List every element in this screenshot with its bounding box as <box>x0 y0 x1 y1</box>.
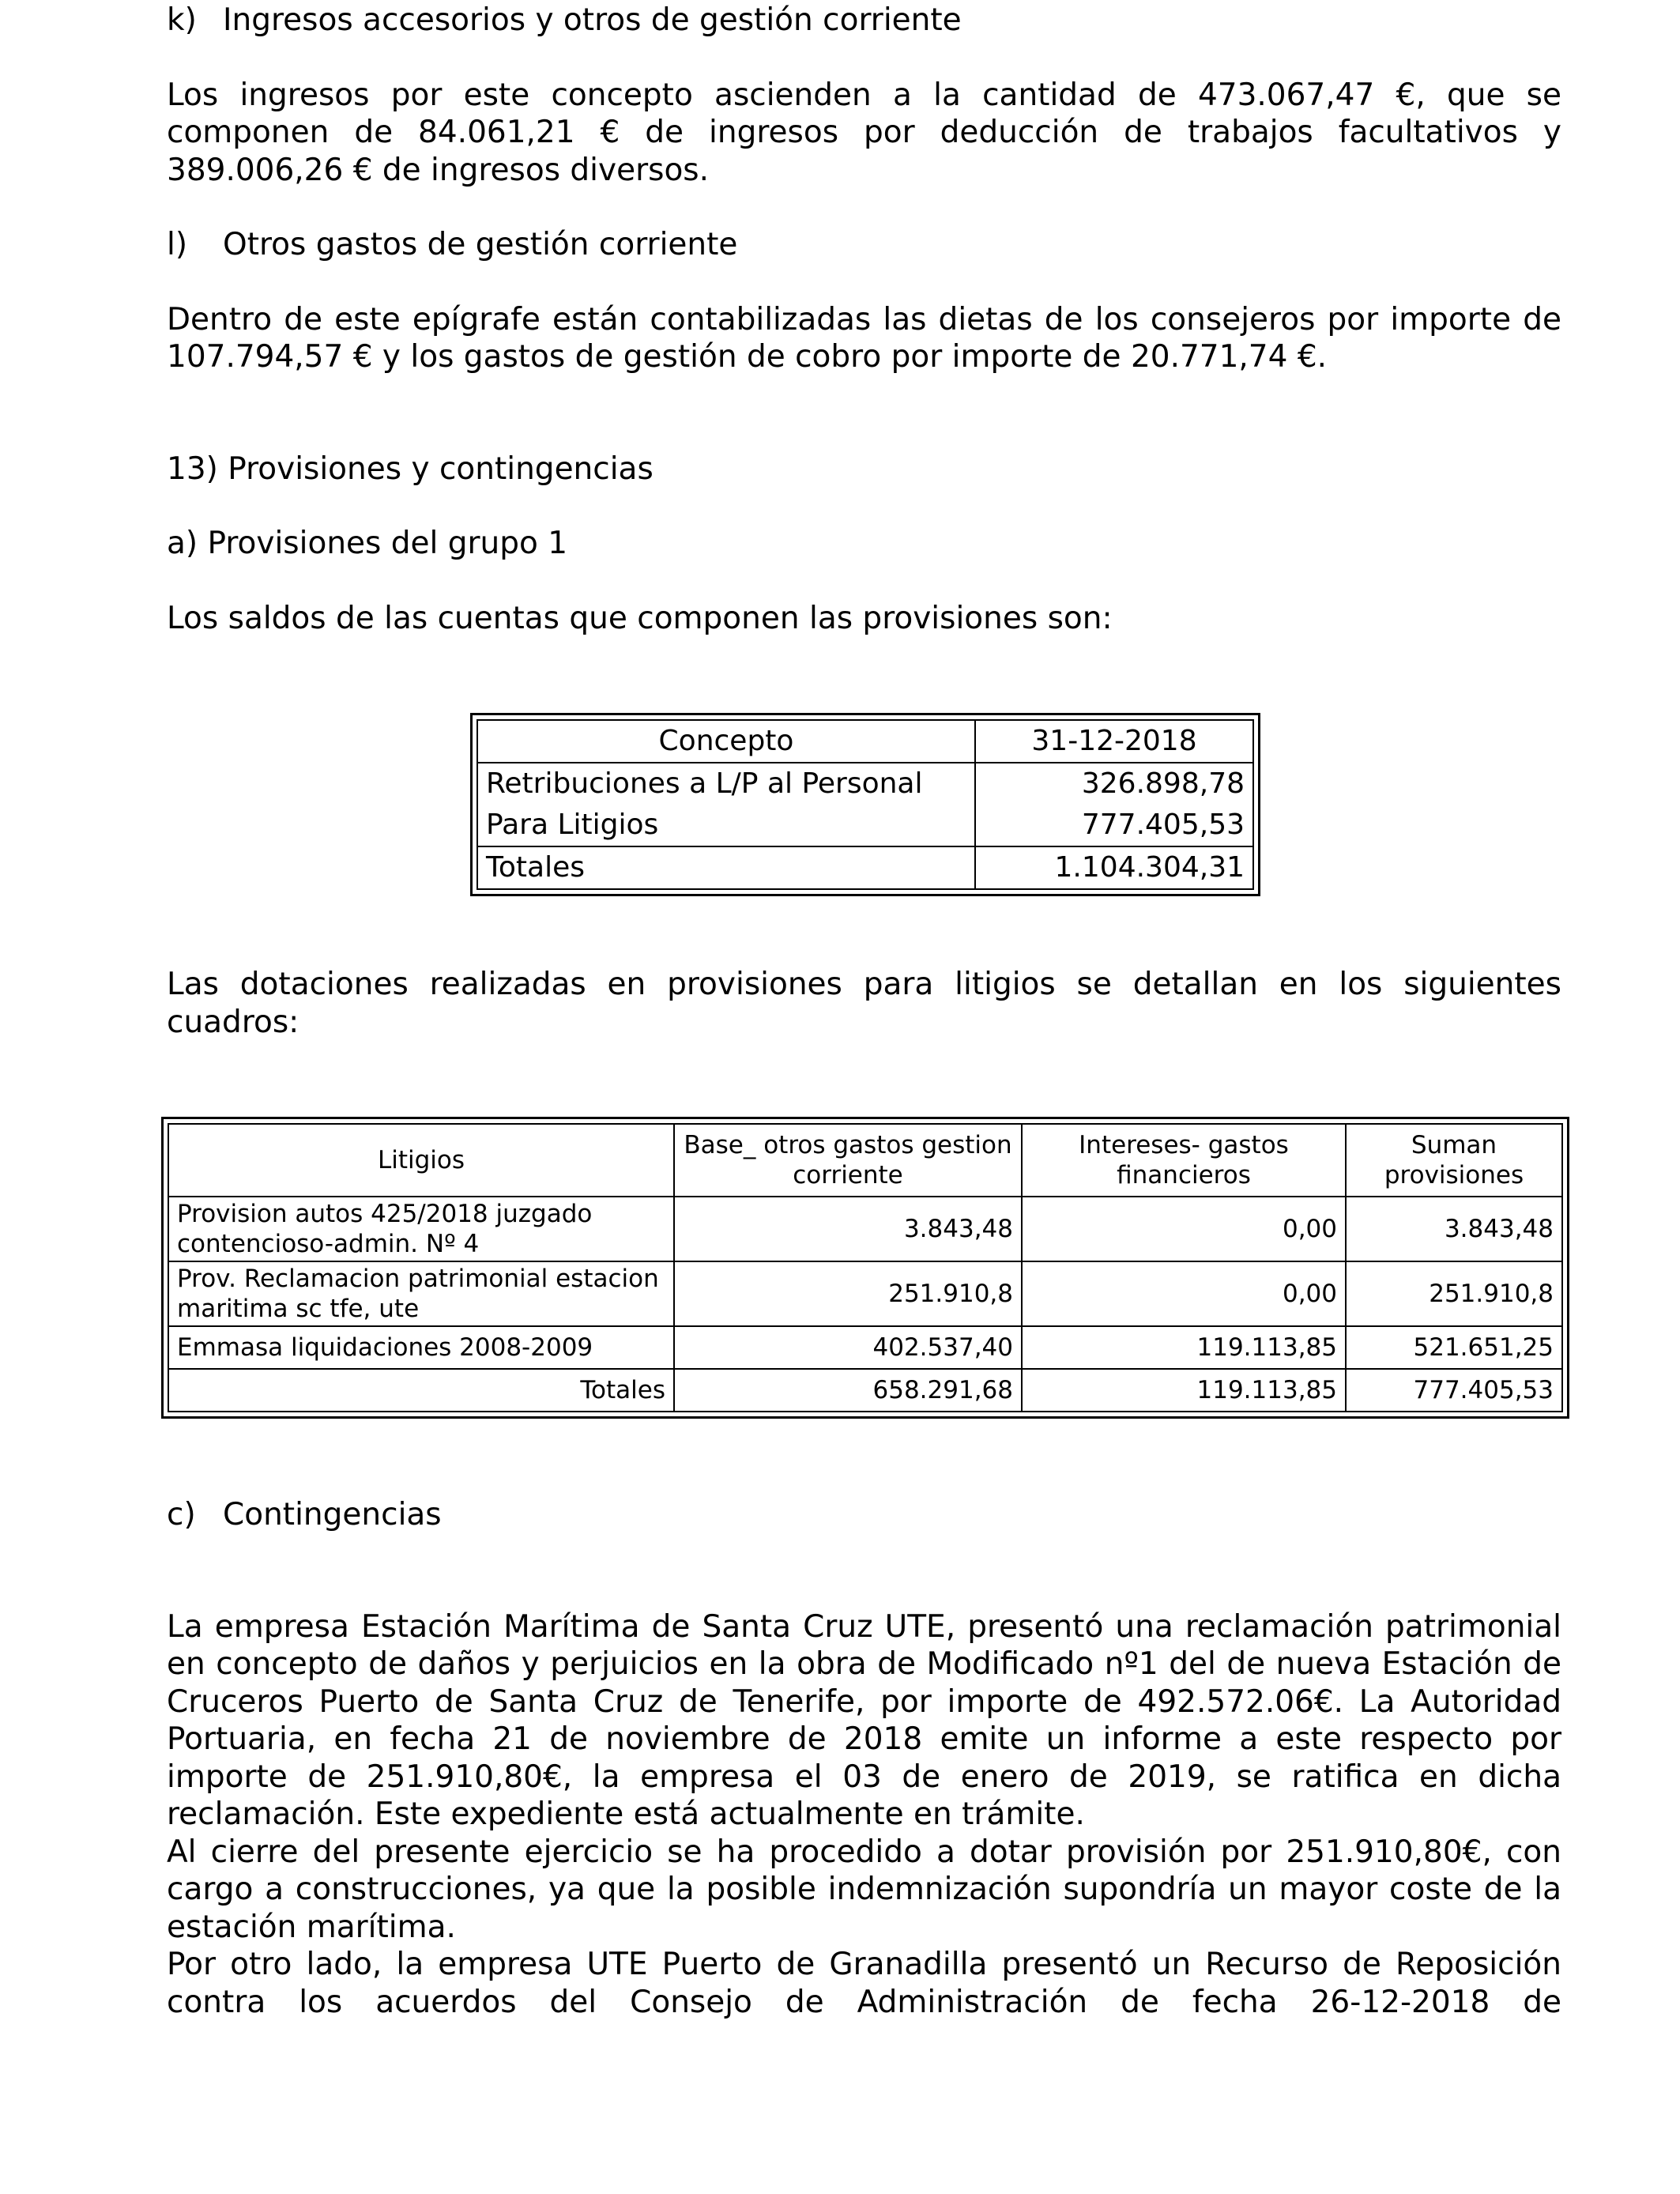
litigios-total-intereses: 119.113,85 <box>1022 1369 1346 1412</box>
provisiones-header-fecha: 31-12-2018 <box>975 720 1253 763</box>
section-c-paragraph-3: Por otro lado, la empresa UTE Puerto de Granadilla presentó un Recurso de Reposición contra los acuerdos del Consejo de Administración de fecha 26-12-2018 de <box>167 1947 1561 2020</box>
litigios-row-suman: 3.843,48 <box>1346 1197 1562 1261</box>
section-c-title: Contingencias <box>223 1497 442 1532</box>
section-13-intro: Los saldos de las cuentas que componen las provisiones son: <box>167 600 1113 636</box>
section-c-letter: c) <box>167 1497 196 1532</box>
section-c-heading <box>167 1496 1561 1534</box>
section-k-text: Los ingresos por este concepto ascienden a la cantidad de 473.067,47 €, que se componen de 84.061,21 € de ingresos por deducción de trabajos facultativos y 389.006,26 € de ingresos diversos. <box>167 77 1561 188</box>
section-l-letter: l) <box>167 227 188 262</box>
litigios-header-base: Base_ otros gastos gestion corriente <box>674 1124 1022 1197</box>
provisiones-total-label: Totales <box>477 846 975 889</box>
section-k-letter: k) <box>167 2 197 38</box>
section-k-title: Ingresos accesorios y otros de gestión corriente <box>223 2 962 38</box>
section-l-text: Dentro de este epígrafe están contabilizadas las dietas de los consejeros por importe de 107.794,57 € y los gastos de gestión de cobro por importe de 20.771,74 €. <box>167 301 1561 375</box>
litigios-row-base: 251.910,8 <box>674 1261 1022 1326</box>
provisiones-table <box>470 713 1260 896</box>
litigios-row-name: Provision autos 425/2018 juzgado contencioso-admin. Nº 4 <box>168 1197 674 1261</box>
provisiones-total-valor: 1.104.304,31 <box>975 846 1253 889</box>
document-page <box>167 2 1561 637</box>
litigios-row-intereses: 119.113,85 <box>1022 1326 1346 1369</box>
litigios-row-name: Emmasa liquidaciones 2008-2009 <box>168 1326 674 1369</box>
litigios-total-suman: 777.405,53 <box>1346 1369 1562 1412</box>
provisiones-row-valor: 326.898,78 <box>975 763 1253 805</box>
provisiones-row-concepto: Retribuciones a L/P al Personal <box>477 763 975 805</box>
litigios-total-label: Totales <box>168 1369 674 1412</box>
litigios-row-base: 3.843,48 <box>674 1197 1022 1261</box>
litigios-total-base: 658.291,68 <box>674 1369 1022 1412</box>
section-k-heading <box>167 2 1561 40</box>
litigios-table <box>161 1117 1569 1419</box>
provisiones-row-concepto: Para Litigios <box>477 805 975 846</box>
section-c <box>167 1496 1561 2021</box>
section-13a-title: a) Provisiones del grupo 1 <box>167 526 568 561</box>
litigios-row-base: 402.537,40 <box>674 1326 1022 1369</box>
litigios-header-litigios: Litigios <box>168 1124 674 1197</box>
provisiones-row-valor: 777.405,53 <box>975 805 1253 846</box>
litigios-row-suman: 251.910,8 <box>1346 1261 1562 1326</box>
litigios-row-name: Prov. Reclamacion patrimonial estacion maritima sc tfe, ute <box>168 1261 674 1326</box>
litigios-header-suman: Suman provisiones <box>1346 1124 1562 1197</box>
litigios-row-intereses: 0,00 <box>1022 1261 1346 1326</box>
dotaciones-intro: Las dotaciones realizadas en provisiones para litigios se detallan en los siguientes cuadros: <box>167 967 1561 1040</box>
litigios-row-suman: 521.651,25 <box>1346 1326 1562 1369</box>
litigios-row-intereses: 0,00 <box>1022 1197 1346 1261</box>
provisiones-header-concepto: Concepto <box>477 720 975 763</box>
section-l-heading <box>167 226 1561 264</box>
section-c-paragraph-2: Al cierre del presente ejercicio se ha procedido a dotar provisión por 251.910,80€, con cargo a construcciones, ya que la posible indemnización supondría un mayor coste de la estación marítima. <box>167 1834 1561 1945</box>
litigios-header-intereses: Intereses- gastos financieros <box>1022 1124 1346 1197</box>
section-c-paragraph-1: La empresa Estación Marítima de Santa Cruz UTE, presentó una reclamación patrimonial en concepto de daños y perjuicios en la obra de Modificado nº1 del de nueva Estación de Cruceros Puerto de Santa Cruz de Tenerife, por importe de 492.572.06€. La Autoridad Portuaria, en fecha 21 de noviembre de 2018 emite un informe a este respecto por importe de 251.910,80€, la empresa el 03 de enero de 2019, se ratifica en dicha reclamación. Este expediente está actualmente en trámite. <box>167 1608 1561 1832</box>
section-13-title: 13) Provisiones y contingencias <box>167 450 654 487</box>
section-l-title: Otros gastos de gestión corriente <box>223 227 738 262</box>
